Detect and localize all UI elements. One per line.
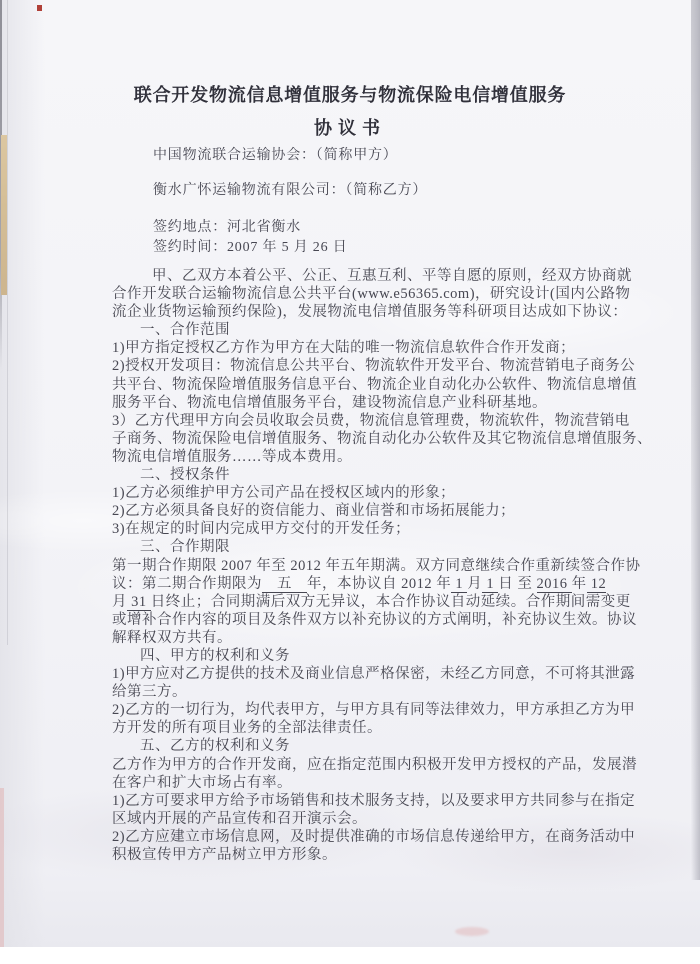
- pink-smudge: [455, 927, 489, 936]
- document-line: [112, 285, 642, 303]
- text-segment: 流企业货物运输预约保险)，发展物流电信增值服务等科研项目达成如下协议：: [112, 304, 628, 321]
- text-segment: 议：第二期合作期限为: [112, 575, 262, 592]
- text-segment: 2)乙方应建立市场信息网，及时提供准确的市场信息传递给甲方，在商务活动中: [112, 828, 636, 845]
- document-line: [112, 303, 642, 321]
- pink-edge-mark: [0, 788, 4, 947]
- party-a-line: 中国物流联合运输协会：（简称甲方）: [153, 148, 398, 163]
- text-segment: 合作开发联合运输物流信息公共平台(www.e56365.com)，研究设计(国内公路物: [112, 286, 631, 303]
- page-edge-line: [7, 0, 8, 645]
- document-line: [112, 719, 642, 737]
- document-line: [112, 520, 642, 538]
- document-line: [112, 448, 642, 466]
- document-line: [112, 683, 642, 701]
- document-line: [112, 665, 642, 683]
- text-segment: 2)授权开发项目：物流信息公共平台、物流软件开发平台、物流营销电子商务公: [112, 358, 636, 375]
- text-segment: 3）乙方代理甲方向会员收取会员费，物流信息管理费，物流软件，物流营销电: [112, 412, 630, 429]
- text-segment: 一、合作范围: [140, 322, 230, 339]
- text-segment: 或增补合作内容的项目及条件双方以补充协议的方式阐明，补充协议生效。协议: [112, 611, 637, 628]
- document-line: [112, 611, 642, 629]
- document-title: 联合开发物流信息增值服务与物流保险电信增值服务: [133, 85, 567, 105]
- text-segment: 物流电信增值服务……等成本费用。: [112, 448, 352, 465]
- filled-blank-underlined: 1: [482, 575, 499, 592]
- text-segment: 1)甲方应对乙方提供的技术及商业信息严格保密，未经乙方同意，不可将其泄露: [112, 666, 636, 683]
- text-segment: 3)在规定的时间内完成甲方交付的开发任务；: [112, 521, 411, 538]
- document-line: [112, 810, 642, 828]
- text-segment: 服务平台、物流电信增值服务平台，建设物流信息产业科研基地。: [112, 394, 547, 411]
- text-segment: 年，本协议自 2012 年: [307, 575, 452, 592]
- text-segment: 子商务、物流保险电信增值服务、物流自动化办公软件及其它物流信息增值服务、: [112, 430, 652, 447]
- red-mark: [37, 5, 42, 11]
- document-line: [112, 792, 642, 810]
- text-segment: 甲、乙双方本着公平、公正、互惠互利、平等自愿的原则，经双方协商就: [152, 268, 632, 284]
- document-line: [112, 376, 642, 394]
- section-heading-line: [112, 737, 642, 755]
- document-line: [112, 593, 642, 611]
- document-line: [112, 484, 642, 502]
- sign-place-line: 签约地点：河北省衡水: [153, 220, 301, 235]
- document-line: [112, 502, 642, 520]
- filled-blank-underlined: 2016: [536, 575, 572, 592]
- document-line: [112, 357, 642, 375]
- document-subtitle: 协议书: [314, 118, 386, 138]
- text-segment: 二、授权条件: [140, 467, 230, 484]
- text-segment: 年: [571, 575, 587, 592]
- section-heading-line: [112, 538, 642, 556]
- text-segment: 月: [467, 575, 483, 592]
- text-segment: 四、甲方的权利和义务: [140, 647, 290, 664]
- document-line: [112, 828, 642, 846]
- document-line: [112, 846, 642, 864]
- filled-blank-underlined: 31: [127, 593, 151, 610]
- sign-date-line: 签约时间：2007 年 5 月 26 日: [153, 240, 348, 255]
- filled-blank-underlined: 五: [262, 575, 307, 592]
- document-line: [112, 412, 642, 430]
- text-segment: 乙方作为甲方的合作开发商，应在指定范围内积极开发甲方授权的产品，发展潜: [112, 756, 637, 773]
- text-segment: 日 至: [498, 575, 537, 592]
- text-segment: 五、乙方的权利和义务: [140, 738, 290, 755]
- document-line: [112, 629, 642, 647]
- text-segment: 日终止；合同期满后双方无异议，本合作协议自动延续。合作期间需变更: [150, 593, 631, 610]
- section-heading-line: [112, 466, 642, 484]
- scan-right-edge: [691, 0, 700, 880]
- text-segment: 2)乙方的一切行为，均代表甲方，与甲方具有同等法律效力，甲方承担乙方为甲: [112, 702, 636, 719]
- tape-strip: [1, 135, 7, 295]
- document-line: [112, 756, 642, 774]
- text-segment: 解释权双方共有。: [112, 629, 232, 646]
- text-segment: 积极宣传甲方产品树立甲方形象。: [112, 847, 337, 863]
- party-b-line: 衡水广怀运输物流有限公司：（简称乙方）: [153, 183, 428, 198]
- text-segment: 2)乙方必须具备良好的资信能力、商业信誉和市场拓展能力；: [112, 503, 516, 520]
- document-line: [112, 267, 642, 285]
- document-line: [112, 557, 642, 575]
- document-body: [112, 267, 652, 864]
- text-segment: 区域内开展的产品宣传和召开演示会。: [112, 810, 367, 827]
- document-line: [112, 575, 642, 593]
- filled-blank-underlined: 1: [451, 575, 468, 592]
- text-segment: 1)乙方可要求甲方给予市场销售和技术服务支持，以及要求甲方共同参与在指定: [112, 792, 636, 809]
- text-segment: 在客户和扩大市场占有率。: [112, 774, 292, 791]
- text-segment: 共平台、物流保险增值服务信息平台、物流企业自动化办公软件、物流信息增值: [112, 376, 637, 393]
- text-segment: 1)甲方指定授权乙方作为甲方在大陆的唯一物流信息软件合作开发商；: [112, 340, 576, 357]
- text-segment: 三、合作期限: [140, 539, 230, 556]
- text-segment: 第一期合作期限 2007 年至 2012 年五年期满。双方同意继续合作重新续签合作协: [112, 557, 641, 574]
- filled-blank-underlined: 12: [586, 575, 607, 592]
- section-heading-line: [112, 647, 642, 665]
- text-segment: 方开发的所有项目业务的全部法律责任。: [112, 720, 382, 737]
- section-heading-line: [112, 321, 642, 339]
- text-segment: 1)乙方必须维护甲方公司产品在授权区域内的形象；: [112, 485, 456, 502]
- document-line: [112, 339, 642, 357]
- scan-bottom-margin: [0, 947, 700, 964]
- text-segment: 给第三方。: [112, 684, 187, 701]
- document-line: [112, 394, 642, 412]
- document-line: [112, 430, 652, 448]
- document-line: [112, 701, 642, 719]
- text-segment: 月: [112, 593, 127, 610]
- document-line: [112, 774, 642, 792]
